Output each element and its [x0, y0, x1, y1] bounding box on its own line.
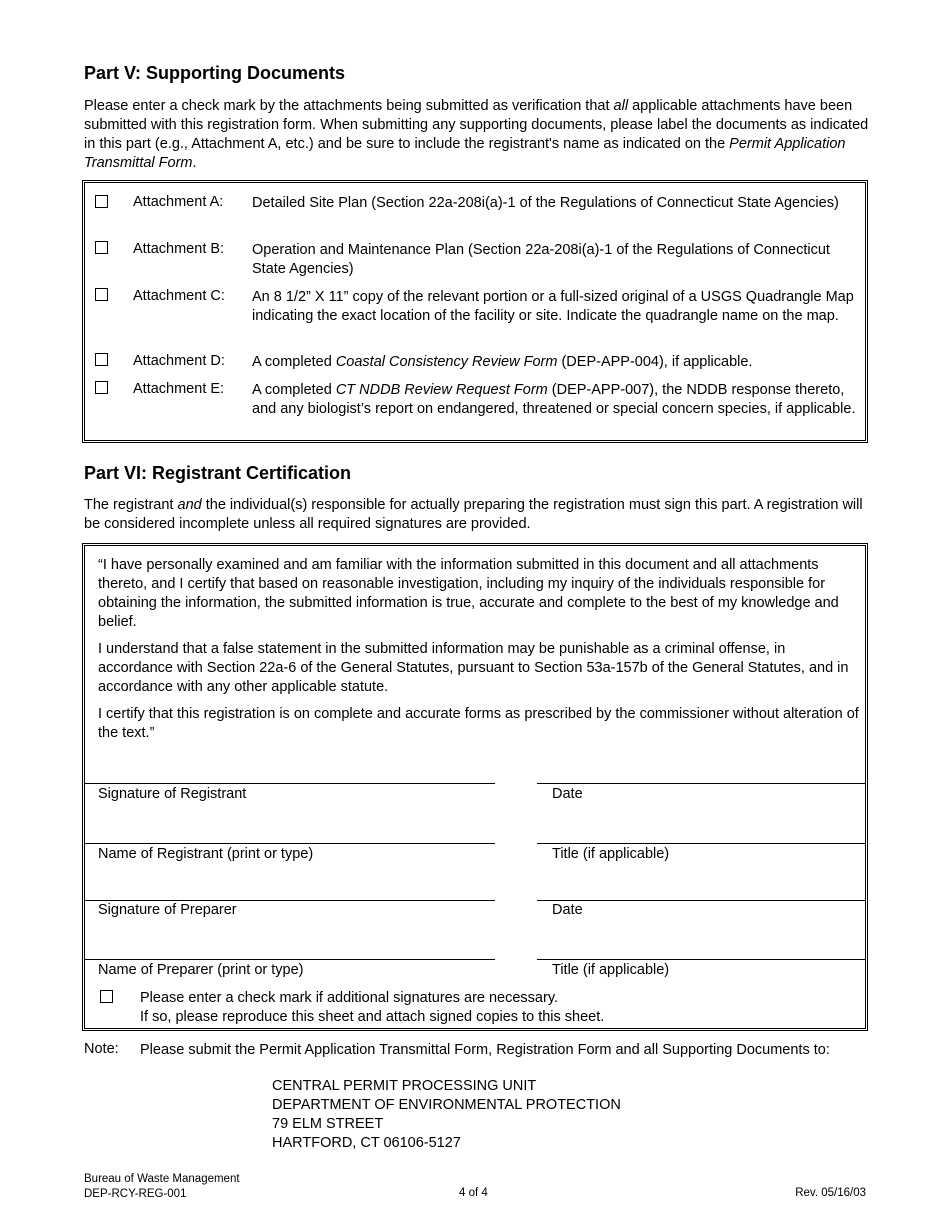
signature-preparer-label: Signature of Preparer — [98, 902, 237, 918]
footer-left — [84, 1172, 240, 1202]
address-line-4: HARTFORD, CT 06106-5127 — [272, 1135, 461, 1151]
signature-registrant-label: Signature of Registrant — [98, 786, 247, 802]
part5-title: Part V: Supporting Documents — [84, 63, 346, 83]
part6-intro: The registrant and the individual(s) responsible for actually preparing the registration must sign this part. A registration will be considered incomplete unless all required signatures are provided. — [84, 497, 863, 532]
note-text: Please submit the Permit Application Transmittal Form, Registration Form and all Supporting Documents to: — [140, 1042, 830, 1058]
attachment-b-text: Operation and Maintenance Plan (Section 22a-208i(a)-1 of the Regulations of Connecticut State Agencies) — [252, 242, 830, 277]
title-registrant-label: Title (if applicable) — [552, 846, 670, 862]
title-preparer-line[interactable] — [537, 959, 865, 960]
footer-bureau: Bureau of Waste Management — [84, 1173, 240, 1185]
attachment-c-label: Attachment C: — [133, 288, 225, 304]
attachment-e-label: Attachment E: — [133, 381, 225, 397]
certification-paragraph-2: I understand that a false statement in the submitted information may be punishable as a criminal offense, in accordance with Section 22a-6 of the General Statutes, pursuant to Section 53a-157b of the General Statutes, and in accordance with any other applicable statute. — [98, 641, 849, 695]
title-preparer-label: Title (if applicable) — [552, 962, 670, 978]
footer-form-id: DEP-RCY-REG-001 — [84, 1188, 187, 1200]
address-line-3: 79 ELM STREET — [272, 1116, 384, 1132]
attachment-c-text: An 8 1/2” X 11” copy of the relevant portion or a full-sized original of a USGS Quadrangle Map indicating the exact location of the facility or site. Indicate the quadrangle name on the map. — [252, 289, 854, 324]
footer-revision: Rev. 05/16/03 — [795, 1187, 866, 1199]
certification-paragraph-1: “I have personally examined and am familiar with the information submitted in this document and all attachments thereto, and I certify that based on reasonable investigation, including my inquiry of the individuals responsible for obtaining the information, the submitted information is true, accurate and complete to the best of my knowledge and belief. — [98, 557, 839, 630]
attachment-d-checkbox[interactable] — [95, 353, 108, 366]
note-label: Note: — [84, 1041, 119, 1057]
attachment-d-label: Attachment D: — [133, 353, 225, 369]
address-line-1: CENTRAL PERMIT PROCESSING UNIT — [272, 1078, 537, 1094]
footer-page-number: 4 of 4 — [459, 1187, 488, 1199]
part6-title: Part VI: Registrant Certification — [84, 463, 352, 483]
date-registrant-line[interactable] — [537, 783, 865, 784]
name-registrant-line[interactable] — [85, 843, 495, 844]
mailing-address — [272, 1077, 621, 1153]
name-registrant-label: Name of Registrant (print or type) — [98, 846, 314, 862]
attachment-b-label: Attachment B: — [133, 241, 225, 257]
signature-preparer-line[interactable] — [85, 900, 495, 901]
attachment-a-checkbox[interactable] — [95, 195, 108, 208]
date-preparer-line[interactable] — [537, 900, 865, 901]
date-registrant-label: Date — [552, 786, 583, 802]
attachment-e-text: A completed CT NDDB Review Request Form (DEP-APP-007), the NDDB response thereto, and any biologist’s report on endangered, threatened or special concern species, if applicable. — [252, 382, 856, 417]
additional-signatures-text: Please enter a check mark if additional signatures are necessary. If so, please reproduce this sheet and attach signed copies to this sheet. — [140, 990, 605, 1025]
attachment-a-label: Attachment A: — [133, 194, 224, 210]
attachment-d-text: A completed Coastal Consistency Review Form (DEP-APP-004), if applicable. — [252, 354, 753, 370]
attachment-b-checkbox[interactable] — [95, 241, 108, 254]
attachment-e-checkbox[interactable] — [95, 381, 108, 394]
attachment-c-checkbox[interactable] — [95, 288, 108, 301]
signature-registrant-line[interactable] — [85, 783, 495, 784]
address-line-2: DEPARTMENT OF ENVIRONMENTAL PROTECTION — [272, 1097, 621, 1113]
certification-paragraph-3: I certify that this registration is on complete and accurate forms as prescribed by the commissioner without alteration of the text.” — [98, 706, 859, 741]
part5-intro: Please enter a check mark by the attachments being submitted as verification that all applicable attachments have been submitted with this registration form. When submitting any supporting documents, please label the documents as indicated in this part (e.g., Attachment A, etc.) and be sure to include the registrant's name as indicated on the Permit Application Transmittal Form. — [84, 98, 869, 171]
name-preparer-line[interactable] — [85, 959, 495, 960]
title-registrant-line[interactable] — [537, 843, 865, 844]
attachment-a-text: Detailed Site Plan (Section 22a-208i(a)-1 of the Regulations of Connecticut State Agencies) — [252, 195, 839, 211]
date-preparer-label: Date — [552, 902, 583, 918]
additional-signatures-checkbox[interactable] — [100, 990, 113, 1003]
name-preparer-label: Name of Preparer (print or type) — [98, 962, 304, 978]
